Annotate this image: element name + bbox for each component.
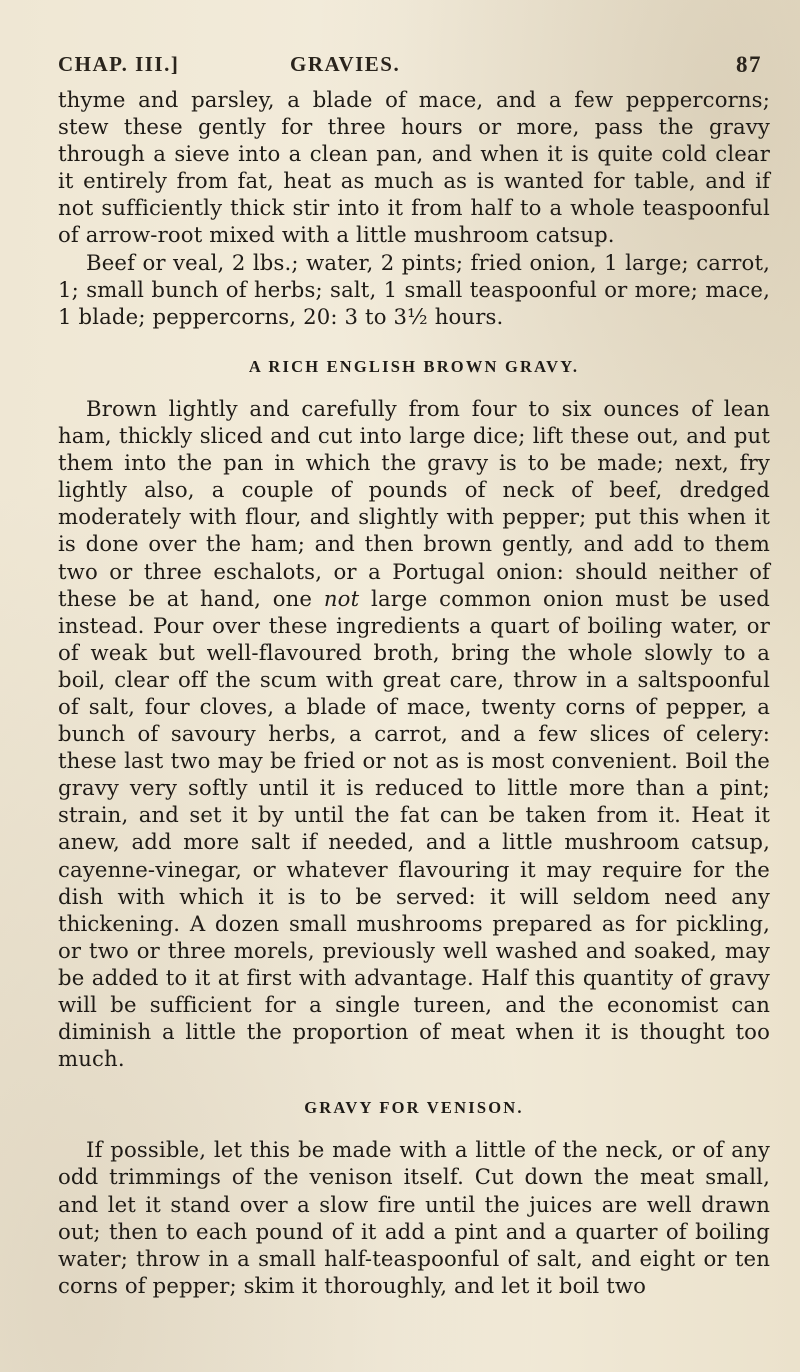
chapter-label: CHAP. III.] [58, 52, 180, 76]
page-number: 87 [736, 52, 762, 77]
italic-emphasis: not [323, 585, 360, 611]
paragraph-continued: thyme and parsley, a blade of mace, and a few peppercorns; stew these gently for three hours or more, pass the gravy through a sieve into a clean pan, and when it is quite cold clear it entirely from fat, heat as much as is wanted for table, and if not sufficiently thick stir into it from half to a whole teaspoonful of arrow-root mixed with a little mushroom catsup. [58, 87, 770, 248]
ingredients-summary: Beef or veal, 2 lbs.; water, 2 pints; fried onion, 1 large; carrot, 1; small bunch of herbs; salt, 1 small teaspoonful or more; mace, 1 blade; peppercorns, 20: 3 to 3½ hours. [58, 249, 770, 329]
text-segment: large common onion must be used instead. Pour over these ingredients a quart of boiling water, or of weak but well-flavoured broth, bring the whole slowly to a boil, clear off the scum with great care, throw in a saltspoonful of salt, four cloves, a blade of mace, twenty corns of pepper, a bunch of savoury herbs, a carrot, and a few slices of celery: these last two may be fried or not as is most convenient. Boil the gravy very softly until it is reduced to little more than a pint; strain, and set it by until the fat can be taken from it. Heat it anew, add more salt if needed, and a little mushroom catsup, cayenne-vinegar, or whatever flavouring it may require for the dish with which it is to be served: it will seldom need any thickening. A dozen small mushrooms prepared as for pickling, or two or three morels, previously well washed and soaked, may be added to it at first with advantage. Half this quantity of gravy will be sufficient for a single tureen, and the economist can diminish a little the proportion of meat when it is thought too much. [58, 585, 771, 1072]
recipe-paragraph-venison-gravy: If possible, let this be made with a little of the neck, or of any odd trimmings of the venison itself. Cut down the meat small, and let it stand over a slow fire until the juices are well drawn out; then to each pound of it add a pint and a quarter of boiling water; throw in a small half-teaspoonful of salt, and eight or ten corns of pepper; skim it thoroughly, and let it boil two [58, 1137, 770, 1298]
recipe-heading-rich-english-brown-gravy: A RICH ENGLISH BROWN GRAVY. [248, 356, 580, 376]
running-title: GRAVIES. [290, 52, 401, 76]
recipe-heading-gravy-for-venison: GRAVY FOR VENISON. [304, 1098, 524, 1118]
text-segment: Brown lightly and carefully from four to six ounces of lean ham, thickly sliced and cut into large dice; lift these out, and put them into the pan in which the gravy is to be made; next, fry lightly also, a couple of pounds of neck of beef, dredged moderately with flour, and slightly with pepper; put this when it is done over the ham; and then brown gently, and add to them two or three eschalots, or a Portugal onion: should neither of these be at hand, one [58, 395, 770, 611]
page-body [58, 86, 770, 1299]
running-header [58, 52, 762, 82]
recipe-paragraph-brown-gravy [58, 395, 770, 1072]
